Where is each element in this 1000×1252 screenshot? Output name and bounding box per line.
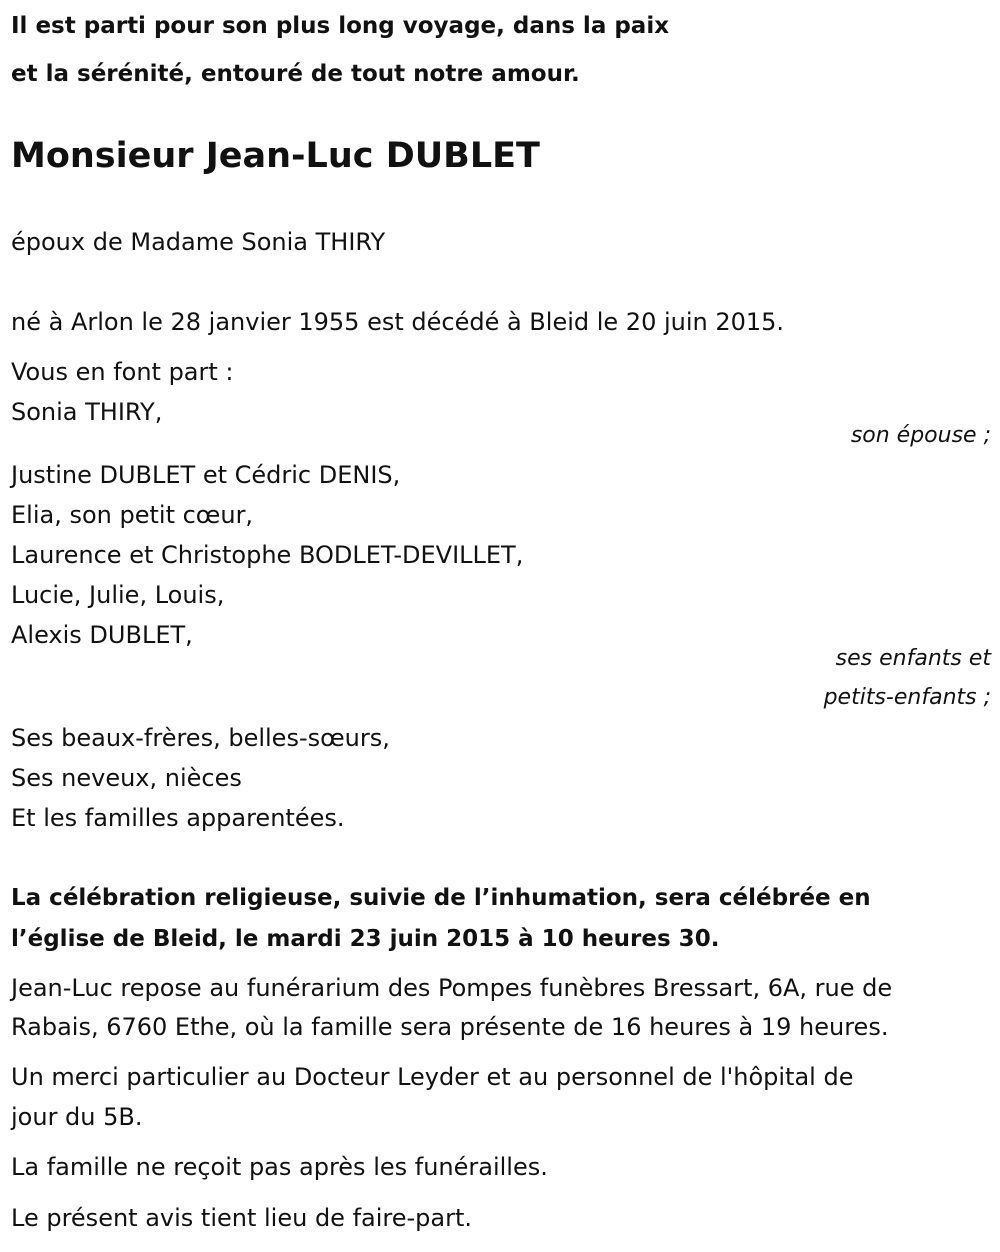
intro-text [11,0,991,98]
ceremony-line-1: La célébration religieuse, suivie de l’inhumation, sera célébrée en [11,885,871,911]
no-reception-notice: La famille ne reçoit pas après les funérailles. [11,1153,548,1181]
intro-line-1: Il est parti pour son plus long voyage, dans la paix [11,13,670,39]
intro-line-2: et la sérénité, entouré de tout notre amour. [11,61,580,87]
relation-label: petits-enfants ; [823,685,991,710]
announcer-name: Laurence et Christophe BODLET-DEVILLET, [11,541,524,569]
family-line: Et les familles apparentées. [11,804,345,832]
announcer-name: Alexis DUBLET, [11,621,193,649]
announcer-name: Sonia THIRY, [11,398,163,426]
announcer-name: Lucie, Julie, Louis, [11,581,225,609]
relation-label: ses enfants et [835,646,991,671]
birth-death-line: né à Arlon le 28 janvier 1955 est décédé à Bleid le 20 juin 2015. [11,308,785,336]
relation-label: son épouse ; [850,423,991,448]
funerarium-line-1: Jean-Luc repose au funérarium des Pompes funèbres Bressart, 6A, rue de [11,974,893,1002]
family-line: Ses neveux, nièces [11,764,242,792]
announcers-heading: Vous en font part : [11,358,234,386]
deceased-name: Monsieur Jean-Luc DUBLET [11,136,540,176]
spouse-line: époux de Madame Sonia THIRY [11,228,386,256]
thanks-line-2: jour du 5B. [11,1103,143,1131]
announcer-name: Justine DUBLET et Cédric DENIS, [11,461,401,489]
family-line: Ses beaux-frères, belles-sœurs, [11,724,390,752]
funerarium-line-2: Rabais, 6760 Ethe, où la famille sera présente de 16 heures à 19 heures. [11,1013,889,1041]
obituary-notice [11,0,991,1232]
announcer-name: Elia, son petit cœur, [11,501,254,529]
thanks-line-1: Un merci particulier au Docteur Leyder et au personnel de l'hôpital de [11,1063,854,1091]
ceremony-line-2: l’église de Bleid, le mardi 23 juin 2015 à 10 heures 30. [11,926,720,952]
faire-part-notice: Le présent avis tient lieu de faire-part. [11,1204,473,1232]
